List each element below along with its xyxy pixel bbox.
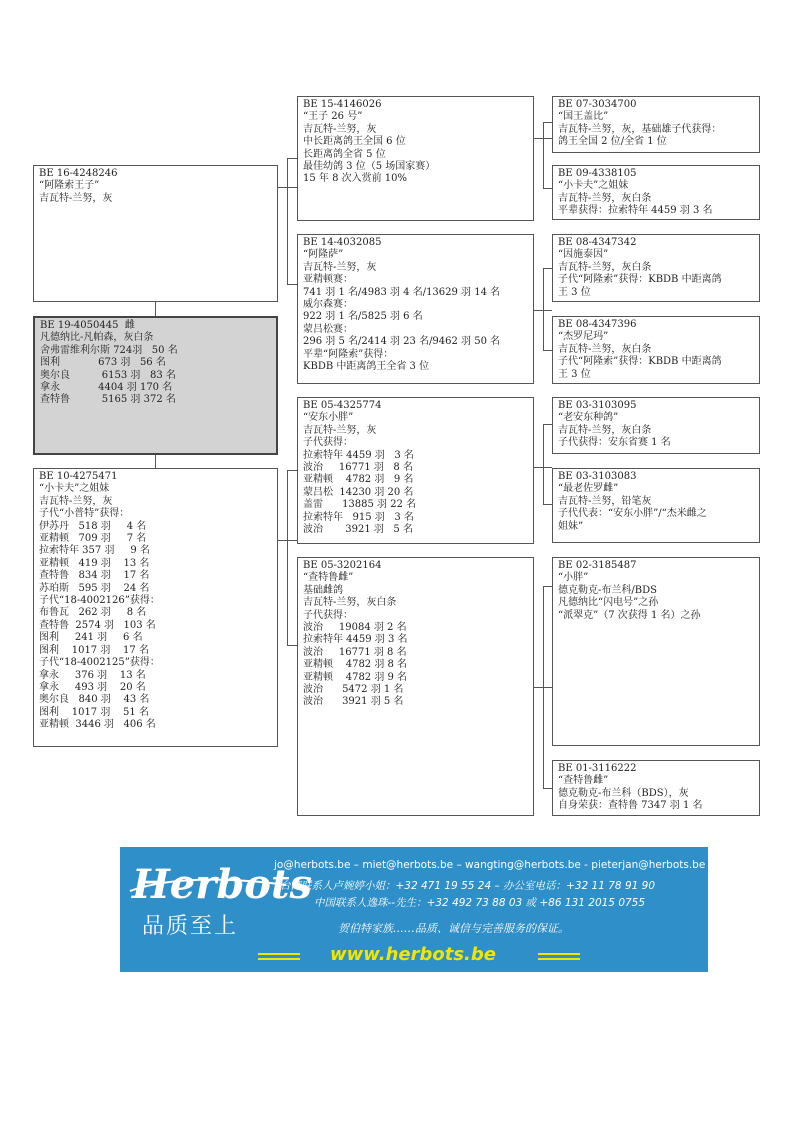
connector-line <box>543 350 552 351</box>
pedigree-line: 波治 5472 羽 1 名 <box>303 684 404 696</box>
pigeon-ring-number: BE 09-4338105 <box>558 168 637 179</box>
connector-line <box>287 284 297 285</box>
pedigree-line: 中长距离鸽王全国 6 位 <box>303 136 406 148</box>
pedigree-dds-card <box>552 557 760 746</box>
pigeon-ring-number: BE 10-4275471 <box>39 471 118 482</box>
pedigree-dam-sire-card <box>297 397 534 544</box>
pedigree-line: 亚精顿 419 羽 13 名 <box>39 557 150 569</box>
website-link[interactable]: www.herbots.be <box>330 944 496 965</box>
pedigree-line: 亚精顿 4782 羽 9 名 <box>303 474 414 486</box>
pedigree-line: 吉瓦特-兰努，灰白条 <box>558 343 652 355</box>
pedigree-line: 吉瓦特-兰努，灰白条 <box>558 424 652 436</box>
pedigree-line: 查特鲁 2574 羽 103 名 <box>39 619 156 631</box>
pigeon-ring-number: BE 16-4248246 <box>39 168 118 179</box>
pedigree-line: 吉瓦特-兰努，灰白条 <box>303 597 397 609</box>
pedigree-line: 波治 16771 羽 8 名 <box>303 462 413 474</box>
pedigree-line: 凡德纳比-凡帕森，灰白条 <box>40 332 154 344</box>
pedigree-line: 凡德纳比“闪电号”之孙 <box>558 597 659 609</box>
connector-line <box>155 302 156 316</box>
pedigree-line: 图利 1017 羽 17 名 <box>39 644 149 656</box>
pedigree-ssd-card <box>552 165 760 220</box>
pedigree-line: 舍弗雷维利尔斯 724羽 50 名 <box>40 344 178 356</box>
pedigree-line: 图利 1017 羽 51 名 <box>39 706 149 718</box>
pigeon-ring-number: BE 08-4347342 <box>558 237 637 248</box>
contact-phone-taiwan: 台湾联系人卢婉婷小姐：+32 471 19 55 24 – 办公室电话：+32 11 78 91 90 <box>280 880 656 892</box>
divider-right-2 <box>538 958 580 960</box>
pigeon-ring-number: BE 03-3103083 <box>558 471 637 482</box>
pedigree-line: “王子 26 号” <box>303 111 363 123</box>
pigeon-ring-number: BE 07-3034700 <box>558 99 637 110</box>
pedigree-line: 吉瓦特-兰努，灰 <box>39 192 113 204</box>
slogan-text: 品质至上 <box>142 914 239 939</box>
pedigree-line: 拿永 376 羽 13 名 <box>39 669 146 681</box>
pedigree-line: 拉索特年 357 羽 9 名 <box>39 545 150 557</box>
pedigree-line: 威尔森赛： <box>303 299 353 311</box>
pedigree-line: 拿永 4404 羽 170 名 <box>40 382 173 394</box>
pedigree-line: 吉瓦特-兰努，灰 <box>39 495 113 507</box>
connector-line <box>287 645 297 646</box>
pedigree-line: “杰罗尼玛” <box>558 331 609 343</box>
connector-line <box>287 158 297 159</box>
connector-line <box>287 470 297 471</box>
pedigree-line: 741 羽 1 名/4983 羽 4 名/13629 羽 14 名 <box>303 286 501 298</box>
connector-line <box>543 586 544 788</box>
pedigree-line: “查特鲁雌” <box>303 572 354 584</box>
pedigree-line: 基础雌鸽 <box>303 584 343 596</box>
pedigree-line: 吉瓦特-兰努，铅笔灰 <box>558 495 652 507</box>
pedigree-line: “小胖” <box>558 572 589 584</box>
pedigree-line: “小卡夫”之姐妹 <box>39 483 110 495</box>
pedigree-line: 拉索特年 4459 羽 3 名 <box>303 634 408 646</box>
pedigree-line: 蒙吕松 14230 羽 20 名 <box>303 486 414 498</box>
pedigree-line: 922 羽 1 名/5825 羽 6 名 <box>303 311 423 323</box>
pedigree-line: 最佳幼鸽 3 位（5 场国家赛） <box>303 161 436 173</box>
connector-line <box>543 586 552 587</box>
pedigree-line: 王 3 位 <box>558 368 591 380</box>
pigeon-ring-number: BE 19-4050445 雌 <box>40 320 135 331</box>
pedigree-line: 波治 3921 羽 5 名 <box>303 524 413 536</box>
pigeon-ring-number: BE 15-4146026 <box>303 99 382 110</box>
pedigree-line: 苏珀斯 595 羽 24 名 <box>39 582 150 594</box>
pedigree-line: 15 年 8 次入赏前 10% <box>303 173 408 185</box>
pedigree-line: 子代获得： <box>303 609 353 621</box>
connector-line <box>287 158 288 284</box>
pedigree-dam-card <box>33 468 278 747</box>
connector-line <box>543 122 552 123</box>
pedigree-line: “老安东种鸽” <box>558 412 619 424</box>
connector-line <box>543 268 552 269</box>
pedigree-line: 图利 241 羽 6 名 <box>39 632 143 644</box>
pedigree-line: “阿隆萨” <box>303 249 344 261</box>
pedigree-line: 布鲁瓦 262 羽 8 名 <box>39 607 147 619</box>
pedigree-line: 蒙吕松赛： <box>303 323 353 335</box>
pedigree-sire-sire-card <box>297 96 534 221</box>
pedigree-line: 亚精顿 3446 羽 406 名 <box>39 719 156 731</box>
pedigree-line: 亚精顿 709 羽 7 名 <box>39 533 147 545</box>
pigeon-ring-number: BE 05-4325774 <box>303 400 382 411</box>
connector-line <box>543 188 552 189</box>
contact-phone-china: 中国联系人逸珠--先生：+32 492 73 88 03 或 +86 131 2015 0755 <box>314 897 646 909</box>
pigeon-ring-number: BE 08-4347396 <box>558 319 637 330</box>
pedigree-line: 伊苏丹 518 羽 4 名 <box>39 520 147 532</box>
pedigree-line: 子代“阿隆索”获得：KBDB 中距离鸽 <box>558 356 722 368</box>
pedigree-line: 长距离鸽全省 5 位 <box>303 148 386 160</box>
pedigree-line: 亚精顿赛： <box>303 274 353 286</box>
pedigree-line: 吉瓦特-兰努，灰白条 <box>558 192 652 204</box>
pedigree-line: 亚精顿 4782 羽 8 名 <box>303 659 408 671</box>
pedigree-line: 子代获得：安东省赛 1 名 <box>558 437 671 449</box>
pigeon-ring-number: BE 02-3185487 <box>558 560 637 571</box>
pedigree-sire-dam-card <box>297 234 534 384</box>
connector-line <box>287 470 288 645</box>
pedigree-line: 查特鲁 834 羽 17 名 <box>39 570 150 582</box>
pedigree-dam-dam-card <box>297 557 534 816</box>
pedigree-dsd-card <box>552 468 760 543</box>
contact-emails[interactable]: jo@herbots.be – miet@herbots.be – wangting@herbots.be - pieterjan@herbots.be <box>274 859 706 871</box>
pigeon-ring-number: BE 05-3202164 <box>303 560 382 571</box>
pedigree-line: 平辈“阿隆索”获得： <box>303 348 394 360</box>
pedigree-line: 拉索特年 915 羽 3 名 <box>303 511 414 523</box>
pedigree-line: 子代“18-4002126”获得： <box>39 595 160 607</box>
pedigree-line: 平辈获得：拉索特年 4459 羽 3 名 <box>558 205 713 217</box>
pigeon-ring-number: BE 03-3103095 <box>558 400 637 411</box>
pedigree-line: 查特鲁 5165 羽 372 名 <box>40 394 176 406</box>
connector-line <box>543 424 552 425</box>
pedigree-sss-card <box>552 96 760 153</box>
pedigree-line: 吉瓦特-兰努，灰 <box>303 424 377 436</box>
herbots-banner <box>120 847 708 972</box>
pedigree-line: 奥尔良 6153 羽 83 名 <box>40 369 176 381</box>
logo-swoosh-icon <box>128 875 288 895</box>
pedigree-line: 鸽王全国 2 位/全省 1 位 <box>558 136 667 148</box>
pedigree-line: 296 羽 5 名/2414 羽 23 名/9462 羽 50 名 <box>303 336 501 348</box>
pedigree-line: 王 3 位 <box>558 286 591 298</box>
pedigree-line: 吉瓦特-兰努，灰白条 <box>558 261 652 273</box>
pedigree-line: 子代代表：“安东小胖”/“杰米雌之 <box>558 508 707 520</box>
motto-text: 贺伯特家族……品质、诚信与完善服务的保证。 <box>338 922 569 935</box>
pedigree-line: 子代获得： <box>303 437 353 449</box>
pedigree-line: “小卡夫”之姐妹 <box>558 180 629 192</box>
pedigree-subject-card <box>33 316 278 455</box>
pedigree-line: 盖雷 13885 羽 22 名 <box>303 499 417 511</box>
pedigree-line: “查特鲁雌” <box>558 775 609 787</box>
pigeon-ring-number: BE 01-3116222 <box>558 763 637 774</box>
pedigree-line: 子代“阿隆索”获得：KBDB 中距离鸽 <box>558 274 722 286</box>
pedigree-line: 吉瓦特-兰努，灰 <box>303 261 377 273</box>
pedigree-line: “最老佐罗雌” <box>558 483 619 495</box>
herbots-logo: Herbots <box>132 861 312 908</box>
pedigree-line: 德克勒克-布兰科（BDS），灰 <box>558 787 689 799</box>
pedigree-line: 德克勒克-布兰科/BDS <box>558 584 657 596</box>
connector-line <box>543 122 544 188</box>
pedigree-line: 自身荣获：查特鲁 7347 羽 1 名 <box>558 800 703 812</box>
connector-line <box>543 424 544 504</box>
pedigree-line: “国王盖比” <box>558 111 609 123</box>
divider-right <box>538 953 580 955</box>
connector-line <box>543 268 544 350</box>
pedigree-line: 图利 673 羽 56 名 <box>40 357 166 369</box>
pedigree-sds-card <box>552 234 760 302</box>
pedigree-ddd-card <box>552 760 760 816</box>
pedigree-line: “派翠克”（7 次获得 1 名）之孙 <box>558 609 701 621</box>
pedigree-line: 姐妹” <box>558 520 584 532</box>
pedigree-line: “阿隆索王子” <box>39 180 100 192</box>
pedigree-line: 波治 16771 羽 8 名 <box>303 646 407 658</box>
connector-line <box>155 455 156 468</box>
pedigree-line: 吉瓦特-兰努，灰，基础雄子代获得： <box>558 123 722 135</box>
pedigree-line: “安东小胖” <box>303 412 354 424</box>
pedigree-line: 吉瓦特-兰努，灰 <box>303 123 377 135</box>
pedigree-line: 奥尔良 840 羽 43 名 <box>39 694 150 706</box>
divider-left-2 <box>258 958 300 960</box>
pedigree-line: 子代“小普特”获得： <box>39 508 130 520</box>
pedigree-line: 波治 3921 羽 5 名 <box>303 696 404 708</box>
pigeon-ring-number: BE 14-4032085 <box>303 237 382 248</box>
pedigree-line: 拉索特年 4459 羽 3 名 <box>303 449 414 461</box>
pedigree-dss-card <box>552 397 760 454</box>
pedigree-line: 拿永 493 羽 20 名 <box>39 681 146 693</box>
pedigree-line: “因施泰因” <box>558 249 609 261</box>
pedigree-line: 子代“18-4002125”获得： <box>39 657 160 669</box>
connector-line <box>543 504 552 505</box>
connector-line <box>543 788 552 789</box>
pedigree-sdd-card <box>552 316 760 384</box>
pedigree-line: 波治 19084 羽 2 名 <box>303 622 407 634</box>
pedigree-line: 亚精顿 4782 羽 9 名 <box>303 671 408 683</box>
divider-left <box>258 953 300 955</box>
pedigree-sire-card <box>33 165 278 302</box>
pedigree-line: KBDB 中距离鸽王全省 3 位 <box>303 361 430 373</box>
